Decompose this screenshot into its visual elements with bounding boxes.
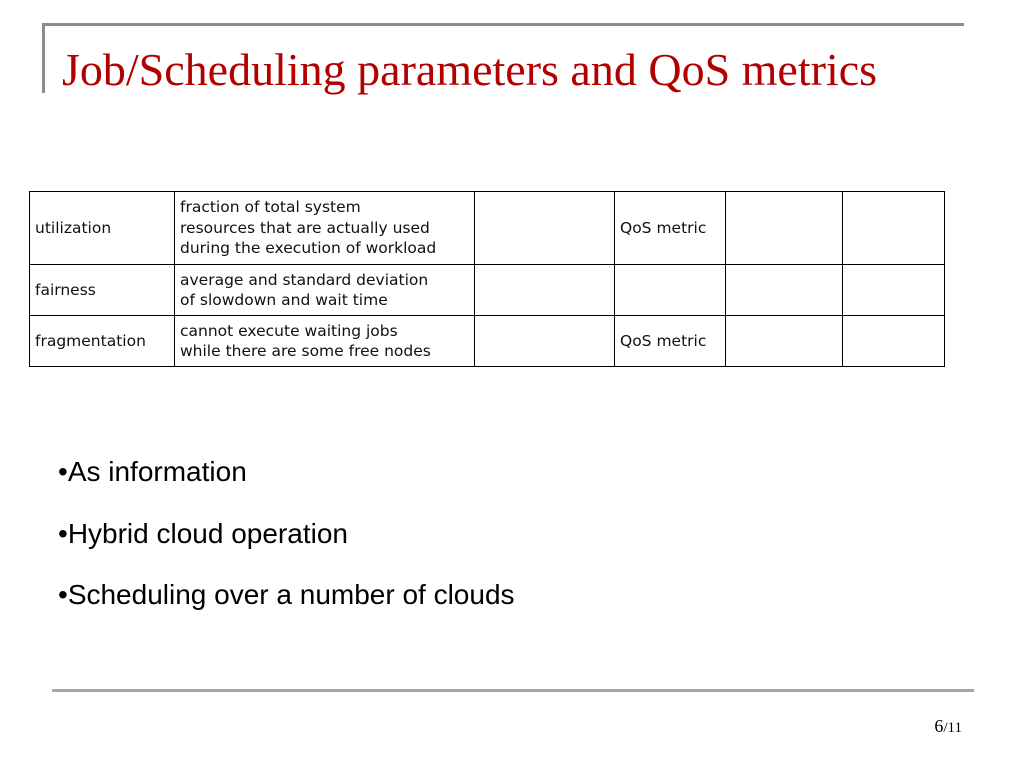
bullet-list [58, 450, 515, 635]
bullet-item [58, 450, 515, 512]
parameter-description-cell [175, 316, 475, 367]
metric-type-cell [615, 265, 726, 316]
parameter-name-cell: utilization [30, 192, 175, 265]
parameter-description-cell [175, 265, 475, 316]
description-line: resources that are actually used [180, 218, 430, 237]
empty-cell [726, 192, 843, 265]
empty-cell [475, 265, 615, 316]
empty-cell [843, 265, 945, 316]
bullet-item [58, 512, 515, 574]
metric-type-cell: QoS metric [615, 316, 726, 367]
bullet-mark: • [58, 517, 68, 549]
description-line: during the execution of workload [180, 239, 437, 258]
parameter-name-cell: fragmentation [30, 316, 175, 367]
empty-cell [475, 316, 615, 367]
bullet-mark: • [58, 579, 68, 610]
page-current: 6 [934, 716, 944, 736]
description-line: while there are some free nodes [180, 342, 431, 360]
bullet-text: Hybrid cloud operation [67, 517, 348, 549]
description-line: average and standard deviation [180, 270, 429, 289]
empty-cell [475, 192, 615, 265]
empty-cell [843, 316, 945, 367]
description-line: of slowdown and wait time [180, 291, 388, 309]
empty-cell [726, 265, 843, 316]
slide-title: Job/Scheduling parameters and QoS metrics [62, 44, 878, 95]
table-row [30, 316, 945, 367]
footer-divider [52, 689, 974, 692]
parameter-name-cell: fairness [30, 265, 175, 316]
page-total: 11 [947, 720, 962, 736]
title-frame-left-line [42, 23, 45, 93]
metrics-table [29, 191, 945, 367]
bullet-text: Scheduling over a number of clouds [67, 579, 515, 610]
empty-cell [843, 192, 945, 265]
title-frame-top-line [42, 23, 964, 26]
empty-cell [726, 316, 843, 367]
table-row [30, 192, 945, 265]
description-line: cannot execute waiting jobs [180, 321, 398, 340]
page-number [934, 716, 962, 737]
bullet-mark: • [58, 456, 68, 487]
bullet-item [58, 573, 515, 635]
parameter-description-cell [175, 192, 475, 265]
description-line: fraction of total system [180, 198, 361, 217]
bullet-text: As information [67, 456, 247, 487]
page-separator: / [943, 720, 948, 736]
table-row [30, 265, 945, 316]
metric-type-cell: QoS metric [615, 192, 726, 265]
